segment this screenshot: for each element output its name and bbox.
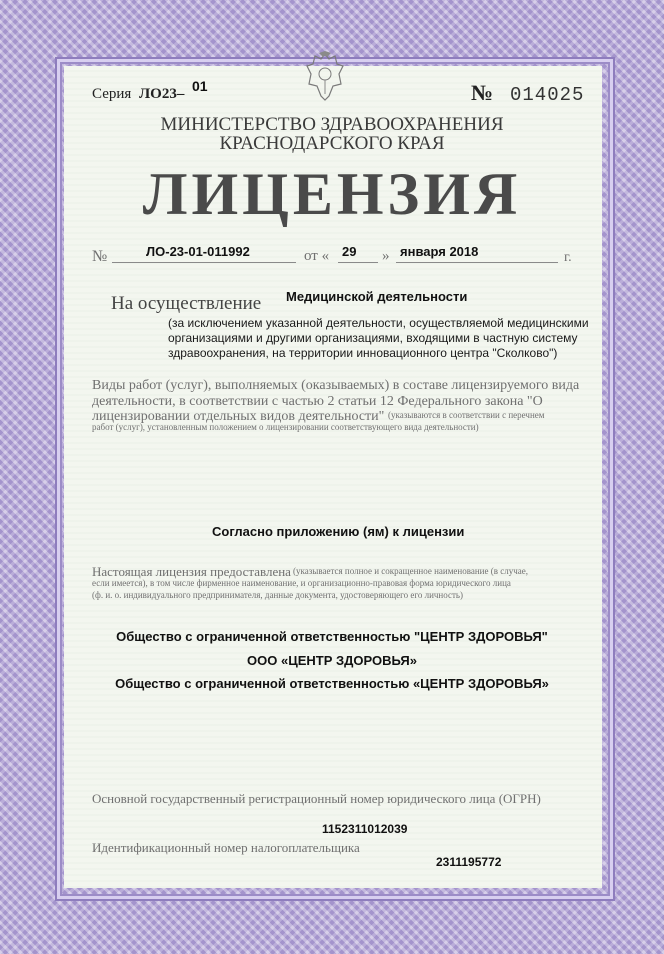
works-line-3a: лицензировании отдельных видов деятельности" (92, 409, 385, 424)
works-value: Согласно приложению (ям) к лицензии (212, 524, 465, 539)
ministry-line-1: МИНИСТЕРСТВО ЗДРАВООХРАНЕНИЯ (160, 114, 504, 135)
license-date-quote-close: » (382, 248, 390, 264)
granted-hint-line-2: если имеется), в том числе фирменное наименование, и организационно-правовая форма юридического лица (92, 578, 511, 588)
inn-label: Идентификационный номер налогоплательщика (92, 840, 360, 855)
works-line-2: деятельности, в соответствии с частью 2 статьи 12 Федерального закона "О (92, 394, 543, 409)
license-day: 29 (342, 244, 357, 259)
activity-note-line-2: организациями и другими организациями, входящими в частную систему (168, 331, 578, 345)
blank-number: 014025 (510, 84, 585, 106)
number-sign: № (471, 80, 494, 105)
granted-hint-line-1: (указывается полное и сокращенное наименование (в случае, (293, 566, 528, 576)
series-number: 01 (192, 78, 208, 94)
works-line-4: работ (услуг), установленным положением о лицензировании соответствующего вида деятельности) (92, 422, 479, 432)
series-label: Серия (92, 86, 132, 102)
license-month-underline (396, 262, 558, 263)
coat-of-arms-icon (303, 50, 347, 102)
activity-label: На осуществление (111, 293, 262, 314)
works-line-3b: (указываются в соответствии с перечнем (388, 410, 545, 420)
organization-brand-name: Общество с ограниченной ответственностью «ЦЕНТР ЗДОРОВЬЯ» (115, 676, 549, 691)
document-title: ЛИЦЕНЗИЯ (142, 161, 522, 227)
license-year-suffix: г. (564, 250, 572, 265)
license-number-value: ЛО-23-01-011992 (146, 244, 250, 259)
ogrn-label: Основной государственный регистрационный номер юридического лица (ОГРН) (92, 791, 541, 806)
series-prefix: ЛО23– (139, 86, 185, 102)
granted-label: Настоящая лицензия предоставлена (92, 564, 291, 579)
ogrn-value: 1152311012039 (322, 822, 408, 836)
activity-value: Медицинской деятельности (286, 289, 468, 304)
activity-note-line-1: (за исключением указанной деятельности, осуществляемой медицинскими (168, 316, 589, 330)
ministry-line-2: КРАСНОДАРСКОГО КРАЯ (219, 133, 445, 154)
license-month-year: января 2018 (400, 244, 479, 259)
works-line-1: Виды работ (услуг), выполняемых (оказываемых) в составе лицензируемого вида (92, 378, 580, 393)
license-number-sign: № (92, 248, 108, 265)
license-day-underline (338, 262, 378, 263)
inn-value: 2311195772 (436, 855, 502, 869)
license-date-from-label: от « (304, 248, 330, 264)
organization-full-name: Общество с ограниченной ответственностью "ЦЕНТР ЗДОРОВЬЯ" (116, 629, 548, 644)
license-number-underline (112, 262, 296, 263)
activity-note-line-3: здравоохранения, на территории инновационного центра "Сколково") (168, 346, 558, 360)
organization-short-name: ООО «ЦЕНТР ЗДОРОВЬЯ» (247, 653, 417, 668)
granted-hint-line-3: (ф. и. о. индивидуального предпринимателя, данные документа, удостоверяющего его личность) (92, 590, 463, 600)
